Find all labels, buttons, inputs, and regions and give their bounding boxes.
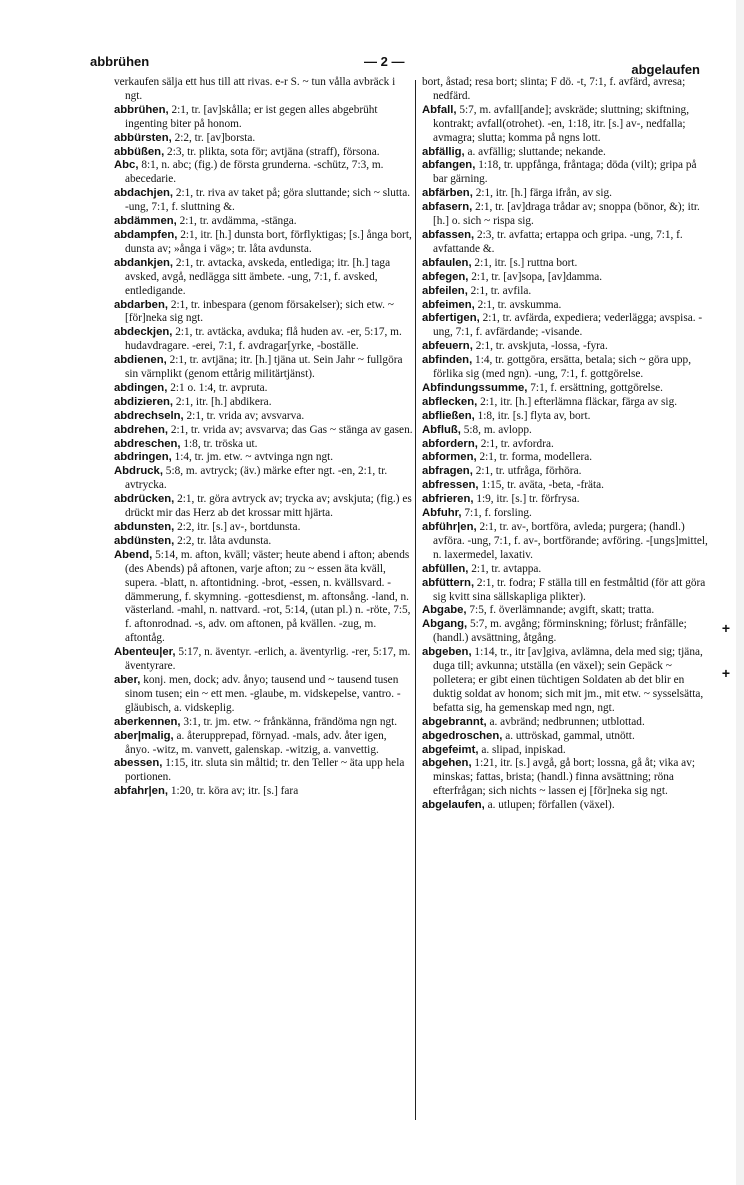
entry-headword: Abfuhr,	[422, 507, 462, 520]
entry-headword: abfressen,	[422, 479, 479, 492]
dictionary-entry	[114, 382, 414, 396]
entry-headword: abfertigen,	[422, 312, 480, 325]
entry-headword: abdrehen,	[114, 423, 168, 436]
entry-definition: 5:17, n. äventyr. -erlich, a. äventyrlig. -rer, 5:17, m. äventyrare.	[125, 646, 411, 673]
entry-headword: Abgang,	[422, 618, 468, 631]
entry-definition: 2:1, tr. [av]skålla; er ist gegen alles abgebrüht ingenting biter på honom.	[125, 103, 378, 130]
dictionary-entry	[422, 618, 708, 646]
entry-headword: abgebrannt,	[422, 715, 487, 728]
entry-definition: 2:1, tr. inbespara (genom försakelser); sich etw. ~ [för]neka sig ngt.	[125, 298, 394, 325]
dictionary-entry	[114, 229, 414, 257]
dictionary-entry	[114, 451, 414, 465]
entry-definition: 5:7, m. avgång; förminskning; förlust; frånfälle; (handl.) avsättning, åtgång.	[433, 618, 687, 645]
dictionary-entry	[422, 563, 708, 577]
dictionary-entry	[114, 535, 414, 549]
dictionary-entry	[114, 465, 414, 493]
entry-definition: 2:3, tr. avfatta; ertappa och gripa. -ung, 7:1, f. avfattande &.	[433, 228, 683, 255]
entry-definition: 2:3, tr. plikta, sota för; avtjäna (straff), försona.	[167, 145, 380, 158]
entry-headword: Abend,	[114, 548, 153, 561]
entry-headword: abdrechseln,	[114, 409, 184, 422]
entry-headword: abdarben,	[114, 298, 168, 311]
entry-headword: abfärben,	[422, 187, 473, 200]
dictionary-entry	[422, 312, 708, 340]
entry-headword: abdringen,	[114, 451, 172, 464]
entry-definition: 2:2, tr. låta avdunsta.	[177, 534, 272, 547]
entry-definition: 5:7, m. avfall[ande]; avskräde; sluttning; skiftning, kontrakt; avfall(otrohet). -en, 1:18, itr. [s.] av-, nedfalla; avmagra; slutta; komma på ngns lott.	[433, 103, 690, 144]
dictionary-entry	[114, 396, 414, 410]
entry-definition: 1:9, itr. [s.] tr. förfrysa.	[476, 493, 580, 506]
entry-definition: bort, åstad; resa bort; slinta; F dö. -t, 7:1, f. avfärd, avresa; nedfärd.	[422, 76, 686, 102]
dictionary-entry	[422, 104, 708, 146]
entry-headword: abfrieren,	[422, 493, 474, 506]
header-left-word: abbrühen	[90, 54, 150, 69]
entry-definition: a. slipad, inpiskad.	[481, 743, 566, 756]
entry-headword: abfaulen,	[422, 256, 472, 269]
dictionary-entry	[422, 271, 708, 285]
entry-definition: 2:1, itr. [h.] färga ifrån, av sig.	[475, 187, 612, 200]
dictionary-entry	[422, 285, 708, 299]
entry-definition: 1:21, itr. [s.] avgå, gå bort; lossna, gå åt; vika av; minskas; fattas, brista; (handl.) finna avsättning; röna efterfrågan; sich nichts ~ lassen ej [för]neka sig ngt.	[433, 757, 695, 798]
entry-headword: abdreschen,	[114, 437, 181, 450]
page-edge	[736, 0, 744, 1185]
entry-definition: 2:1, tr. avfordra.	[480, 437, 554, 450]
entry-headword: Abfindungssumme,	[422, 381, 528, 394]
left-column	[114, 76, 414, 799]
entry-definition: 7:1, f. forsling.	[464, 507, 532, 520]
entry-definition: 5:8, m. avtryck; (äv.) märke efter ngt. -en, 2:1, tr. avtrycka.	[125, 465, 388, 492]
entry-definition: 2:1, itr. [s.] ruttna bort.	[474, 256, 578, 269]
dictionary-entry	[114, 424, 414, 438]
dictionary-entry	[114, 159, 414, 187]
entry-definition: 2:1, tr. avfärda, expediera; vederlägga; avspisa. -ung, 7:1, f. avfärdande; -visande.	[433, 312, 703, 339]
dictionary-entry	[422, 507, 708, 521]
entry-headword: abfragen,	[422, 465, 473, 478]
dictionary-entry	[114, 716, 414, 730]
entry-headword: abfinden,	[422, 354, 473, 367]
entry-headword: Abfall,	[422, 103, 457, 116]
entry-headword: abfließen,	[422, 409, 475, 422]
dictionary-entry	[114, 326, 414, 354]
entry-definition: 2:1, tr. av-, bortföra, avleda; purgera; (handl.) avföra. -ung, 7:1, f. av-, bortförande; avföring. -[ungs]mittel, n. laxermedel, laxativ.	[433, 521, 708, 561]
dictionary-entry	[114, 646, 414, 674]
entry-definition: 2:1, tr. avtappa.	[471, 562, 542, 575]
dictionary-entry	[422, 716, 708, 730]
entry-headword: abfeuern,	[422, 340, 473, 353]
dictionary-entry	[422, 410, 708, 424]
entry-headword: abgelaufen,	[422, 799, 485, 812]
entry-headword: abformen,	[422, 451, 477, 464]
entry-headword: abdienen,	[114, 354, 167, 367]
dictionary-entry	[422, 396, 708, 410]
entry-definition: 1:20, tr. köra av; itr. [s.] fara	[170, 785, 299, 798]
entry-definition: 1:8, tr. tröska ut.	[183, 437, 258, 450]
column-divider	[415, 80, 416, 1120]
dictionary-entry	[422, 424, 708, 438]
entry-definition: 5:8, m. avlopp.	[463, 423, 532, 436]
dictionary-entry	[114, 76, 414, 104]
entry-headword: abfassen,	[422, 228, 475, 241]
dictionary-entry	[422, 438, 708, 452]
entry-headword: abdankjen,	[114, 256, 174, 269]
margin-mark: +	[721, 665, 731, 681]
dictionary-entry	[114, 299, 414, 327]
entry-definition: 3:1, tr. jm. etw. ~ frånkänna, frändöma ngn ngt.	[183, 715, 398, 728]
entry-definition: konj. men, dock; adv. ånyo; tausend und ~ tausend tusen sinom tusen; ein ~ ett men. -glaube, m. vidskepelse, vantro. -gläubisch, a. vidskeplig.	[125, 673, 401, 714]
entry-definition: 2:1, itr. [h.] dunsta bort, förflyktigas; [s.] ånga bort, dunsta av; »ånga i väg»; tr. låta avdunsta.	[125, 228, 412, 255]
dictionary-entry	[114, 215, 414, 229]
entry-headword: abführ|en,	[422, 521, 477, 533]
dictionary-entry	[422, 604, 708, 618]
entry-definition: 1:8, itr. [s.] flyta av, bort.	[477, 409, 591, 422]
entry-headword: Abenteu|er,	[114, 646, 176, 659]
dictionary-entry	[114, 730, 414, 758]
dictionary-entry	[114, 354, 414, 382]
dictionary-entry	[422, 257, 708, 271]
entry-definition: 2:1, tr. vrida av; avsvarva; das Gas ~ stänga av gasen.	[170, 423, 413, 436]
entry-definition: 1:14, tr., itr [av]giva, avlämna, dela med sig; tjäna, duga till; avkunna; utställa (en växel); sein Gepäck ~ polletera; er gibt einen tüchtigen Soldaten ab det blir en duktig soldat av honom; sich mit jm., mit etw. ~ sysselsätta, befatta sig, ha gemenskap med ngn, ngt.	[433, 646, 704, 714]
entry-headword: abdizieren,	[114, 395, 174, 408]
dictionary-entry	[422, 744, 708, 758]
entry-definition: a. återupprepad, förnyad. -mals, adv. åter igen, ånyo. -witz, m. vanvett, galenskap. -witzig, a. vanvettig.	[125, 729, 387, 756]
entry-definition: 2:1, tr. utfråga, förhöra.	[475, 465, 582, 478]
dictionary-entry	[422, 340, 708, 354]
entry-headword: abfüllen,	[422, 562, 469, 575]
entry-definition: a. utlupen; förfallen (växel).	[487, 799, 615, 812]
dictionary-entry	[422, 577, 708, 605]
entry-definition: 7:5, f. överlämnande; avgift, skatt; tratta.	[469, 604, 655, 617]
dictionary-entry	[114, 257, 414, 299]
entry-headword: abfüttern,	[422, 576, 475, 589]
entry-headword: abfeimen,	[422, 298, 475, 311]
right-column	[422, 76, 708, 813]
entry-definition: 2:1, tr. avdämma, -stänga.	[179, 215, 297, 228]
dictionary-entry	[422, 354, 708, 382]
dictionary-entry	[422, 479, 708, 493]
entry-headword: abbrühen,	[114, 103, 169, 116]
entry-definition: 1:15, itr. sluta sin måltid; tr. den Teller ~ äta upp hela portionen.	[125, 757, 405, 784]
entry-headword: abfasern,	[422, 201, 473, 214]
header-right-word: abgelaufen	[631, 62, 700, 77]
entry-headword: Abc,	[114, 159, 139, 172]
entry-headword: abflecken,	[422, 395, 478, 408]
dictionary-entry	[114, 757, 414, 785]
entry-definition: 7:1, f. ersättning, gottgörelse.	[530, 381, 663, 394]
dictionary-entry	[422, 159, 708, 187]
dictionary-entry	[422, 146, 708, 160]
entry-definition: 2:1, tr. [av]sopa, [av]damma.	[471, 270, 603, 283]
dictionary-entry	[114, 104, 414, 132]
entry-headword: aber|malig,	[114, 729, 174, 742]
entry-definition: 2:1, tr. fodra; F ställa till en festmåltid (för att göra sig kvitt sina sällskapliga plikter).	[433, 576, 706, 603]
dictionary-entry	[422, 229, 708, 257]
page-number: — 2 —	[364, 54, 405, 69]
entry-definition: 2:1, tr. avskjuta, -lossa, -fyra.	[475, 340, 608, 353]
entry-headword: abfällig,	[422, 145, 465, 158]
entry-definition: 2:1, tr. göra avtryck av; trycka av; avskjuta; (fig.) es drückt mir das Herz ab det krossar mitt hjärta.	[125, 493, 412, 520]
dictionary-entry	[422, 382, 708, 396]
entry-headword: aberkennen,	[114, 715, 181, 728]
entry-definition: verkaufen sälja ett hus till att rivas. e-r S. ~ tun vålla avbräck i ngt.	[114, 76, 396, 102]
entry-headword: aber,	[114, 673, 141, 686]
entry-definition: 2:1, tr. avtacka, avskeda, entlediga; itr. [h.] taga avsked, avgå, nedlägga sitt ämbete. -ung, 7:1, f. avsked, entledigande.	[125, 256, 391, 297]
dictionary-entry	[422, 493, 708, 507]
entry-definition: 2:1, itr. [h.] abdikera.	[175, 395, 272, 408]
dictionary-entry	[114, 438, 414, 452]
entry-headword: abgehen,	[422, 757, 472, 770]
entry-headword: Abdruck,	[114, 465, 163, 478]
entry-headword: abdunsten,	[114, 521, 175, 533]
dictionary-entry	[422, 465, 708, 479]
entry-headword: abfangen,	[422, 159, 476, 172]
entry-definition: a. avbränd; nedbrunnen; utblottad.	[489, 715, 645, 728]
dictionary-entry	[114, 410, 414, 424]
entry-headword: abdingen,	[114, 381, 168, 394]
dictionary-entry	[114, 521, 414, 535]
entry-definition: a. avfällig; sluttande; nekande.	[467, 145, 606, 158]
dictionary-entry	[422, 730, 708, 744]
dictionary-entry	[114, 493, 414, 521]
entry-definition: 2:1, tr. forma, modellera.	[479, 451, 593, 464]
entry-definition: 2:1, tr. avfila.	[470, 284, 532, 297]
dictionary-entry	[114, 132, 414, 146]
entry-definition: 1:18, tr. uppfånga, fråntaga; döda (vilt); gripa på bar gärning.	[433, 159, 697, 186]
entry-headword: abfahr|en,	[114, 785, 169, 798]
dictionary-entry	[422, 299, 708, 313]
entry-headword: abdämmen,	[114, 215, 177, 228]
dictionary-entry	[422, 757, 708, 799]
entry-definition: 5:14, m. afton, kväll; väster; heute abend i afton; abends (des Abends) på aftonen, varje afton; zu ~ essen äta kväll, supera. -blatt, n. aftontidning. -brot, -essen, n. kvällsvard. -dämmerung, f. skymning. -gottesdienst, m. aftonsång. -land, n. västerland. -mahl, n. nattvard. -rot, 5:14, (utan pl.) n. -röte, 7:5, f. aftonrodnad. -s, adv. om aftonen, på kvällen. -zug, m. aftontåg.	[125, 548, 411, 645]
entry-definition: 2:1 o. 1:4, tr. avpruta.	[170, 381, 268, 394]
dictionary-entry	[422, 799, 708, 813]
dictionary-entry	[114, 146, 414, 160]
entry-definition: a. uttröskad, gammal, utnött.	[505, 729, 635, 742]
dictionary-entry	[114, 674, 414, 716]
dictionary-entry	[422, 451, 708, 465]
entry-headword: abbüßen,	[114, 145, 165, 158]
entry-headword: abgeben,	[422, 646, 472, 659]
entry-headword: abfegen,	[422, 270, 469, 283]
entry-headword: abdachjen,	[114, 187, 174, 200]
entry-definition: 1:15, tr. aväta, -beta, -fräta.	[481, 479, 604, 492]
entry-headword: abgefeimt,	[422, 743, 479, 756]
entry-definition: 2:2, tr. [av]borsta.	[174, 131, 256, 144]
entry-headword: abgedroschen,	[422, 729, 503, 742]
entry-definition: 2:1, tr. avtjäna; itr. [h.] tjäna ut. Sein Jahr ~ fullgöra sin värnplikt (genom ettårig militärtjänst).	[125, 354, 403, 381]
dictionary-entry	[114, 549, 414, 646]
entry-headword: abdünsten,	[114, 534, 175, 547]
dictionary-entry	[422, 201, 708, 229]
entry-definition: 1:4, tr. gottgöra, ersätta, betala; sich ~ göra upp, förlika sig (med ngn). -ung, 7:1, f. gottgörelse.	[433, 354, 692, 381]
entry-definition: 2:1, tr. avskumma.	[477, 298, 562, 311]
entry-definition: 2:1, tr. vrida av; avsvarva.	[186, 409, 305, 422]
entry-headword: abdampfen,	[114, 228, 178, 241]
margin-mark: +	[721, 620, 731, 636]
dictionary-entry	[114, 785, 414, 799]
entry-definition: 2:1, itr. [h.] efterlämna fläckar, färga av sig.	[480, 395, 678, 408]
entry-definition: 2:2, itr. [s.] av-, bortdunsta.	[177, 521, 301, 533]
entry-headword: abessen,	[114, 757, 163, 770]
entry-headword: abdeckjen,	[114, 326, 173, 339]
entry-definition: 2:1, tr. avtäcka, avduka; flå huden av. -er, 5:17, m. hudavdragare. -erei, 7:1, f. avdragar[yrke, -boställe.	[125, 326, 402, 353]
entry-headword: Abfluß,	[422, 423, 461, 436]
entry-definition: 1:4, tr. jm. etw. ~ avtvinga ngn ngt.	[174, 451, 334, 464]
entry-definition: 8:1, n. abc; (fig.) de första grunderna. -schütz, 7:3, m. abecedarie.	[125, 159, 384, 186]
entry-headword: abfordern,	[422, 437, 478, 450]
entry-headword: Abgabe,	[422, 604, 467, 617]
entry-headword: abbürsten,	[114, 131, 172, 144]
dictionary-entry	[114, 187, 414, 215]
dictionary-entry	[422, 76, 708, 104]
entry-headword: abfeilen,	[422, 284, 468, 297]
dictionary-entry	[422, 521, 708, 563]
dictionary-entry	[422, 187, 708, 201]
entry-definition: 2:1, tr. riva av taket på; göra sluttande; sich ~ slutta. -ung, 7:1, f. sluttning &.	[125, 187, 411, 214]
dictionary-entry	[422, 646, 708, 716]
entry-headword: abdrücken,	[114, 493, 175, 506]
entry-definition: 2:1, tr. [av]draga trådar av; snoppa (bönor, &); itr. [h.] o. sich ~ rispa sig.	[433, 201, 700, 228]
